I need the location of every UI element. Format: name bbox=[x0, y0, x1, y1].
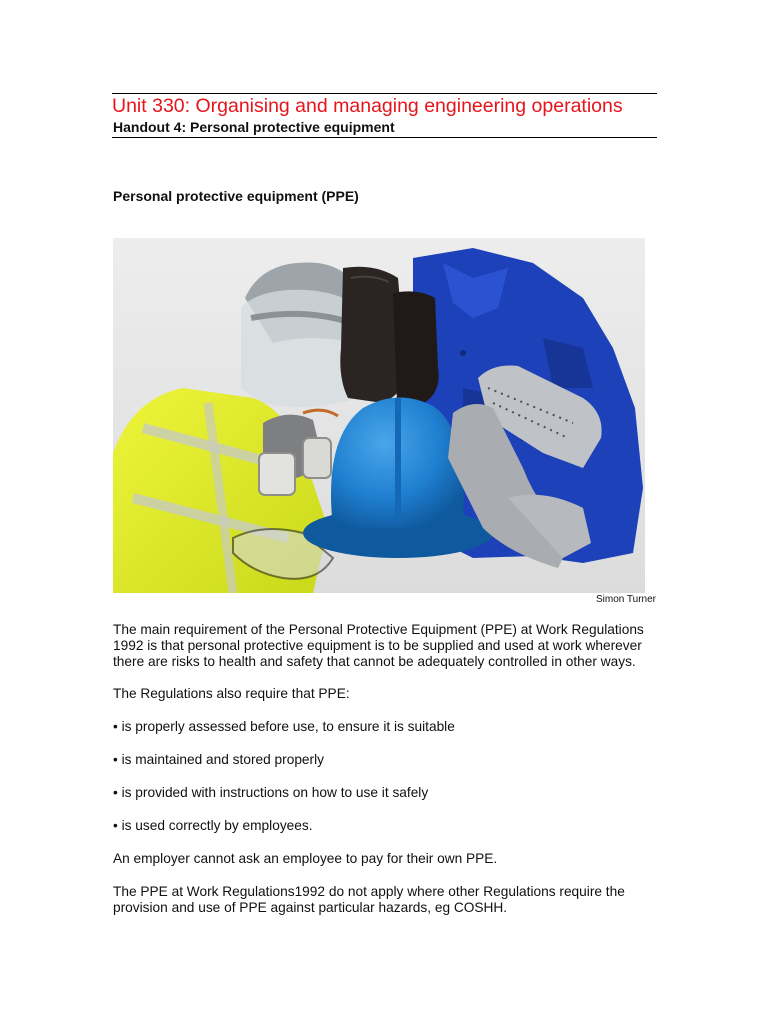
unit-title: Unit 330: Organising and managing engineering operations bbox=[112, 95, 623, 117]
section-heading: Personal protective equipment (PPE) bbox=[113, 188, 359, 204]
intro-paragraph: The main requirement of the Personal Protective Equipment (PPE) at Work Regulations 1992 is that personal protective equipment is to be supplied and used at work wherever there are risks to health and safety that cannot be adequately controlled in other ways. bbox=[113, 622, 644, 669]
face-shield bbox=[241, 262, 358, 407]
exception-paragraph: The PPE at Work Regulations1992 do not apply where other Regulations require the provision and use of PPE against particular hazards, eg COSHH. bbox=[113, 884, 625, 915]
employer-paragraph: An employer cannot ask an employee to pay for their own PPE. bbox=[113, 851, 498, 866]
bullet-item: • is provided with instructions on how to use it safely bbox=[113, 785, 429, 800]
bullet-item: • is used correctly by employees. bbox=[113, 818, 313, 833]
photo-credit: Simon Turner bbox=[595, 594, 656, 605]
regulations-lead: The Regulations also require that PPE: bbox=[113, 686, 350, 701]
bullet-item: • is maintained and stored properly bbox=[113, 752, 324, 767]
handout-title: Handout 4: Personal protective equipment bbox=[113, 119, 395, 135]
ppe-photo bbox=[113, 238, 645, 593]
bullet-item: • is properly assessed before use, to ensure it is suitable bbox=[113, 719, 455, 734]
body-text bbox=[113, 622, 658, 916]
header-rule-bottom bbox=[112, 137, 657, 138]
